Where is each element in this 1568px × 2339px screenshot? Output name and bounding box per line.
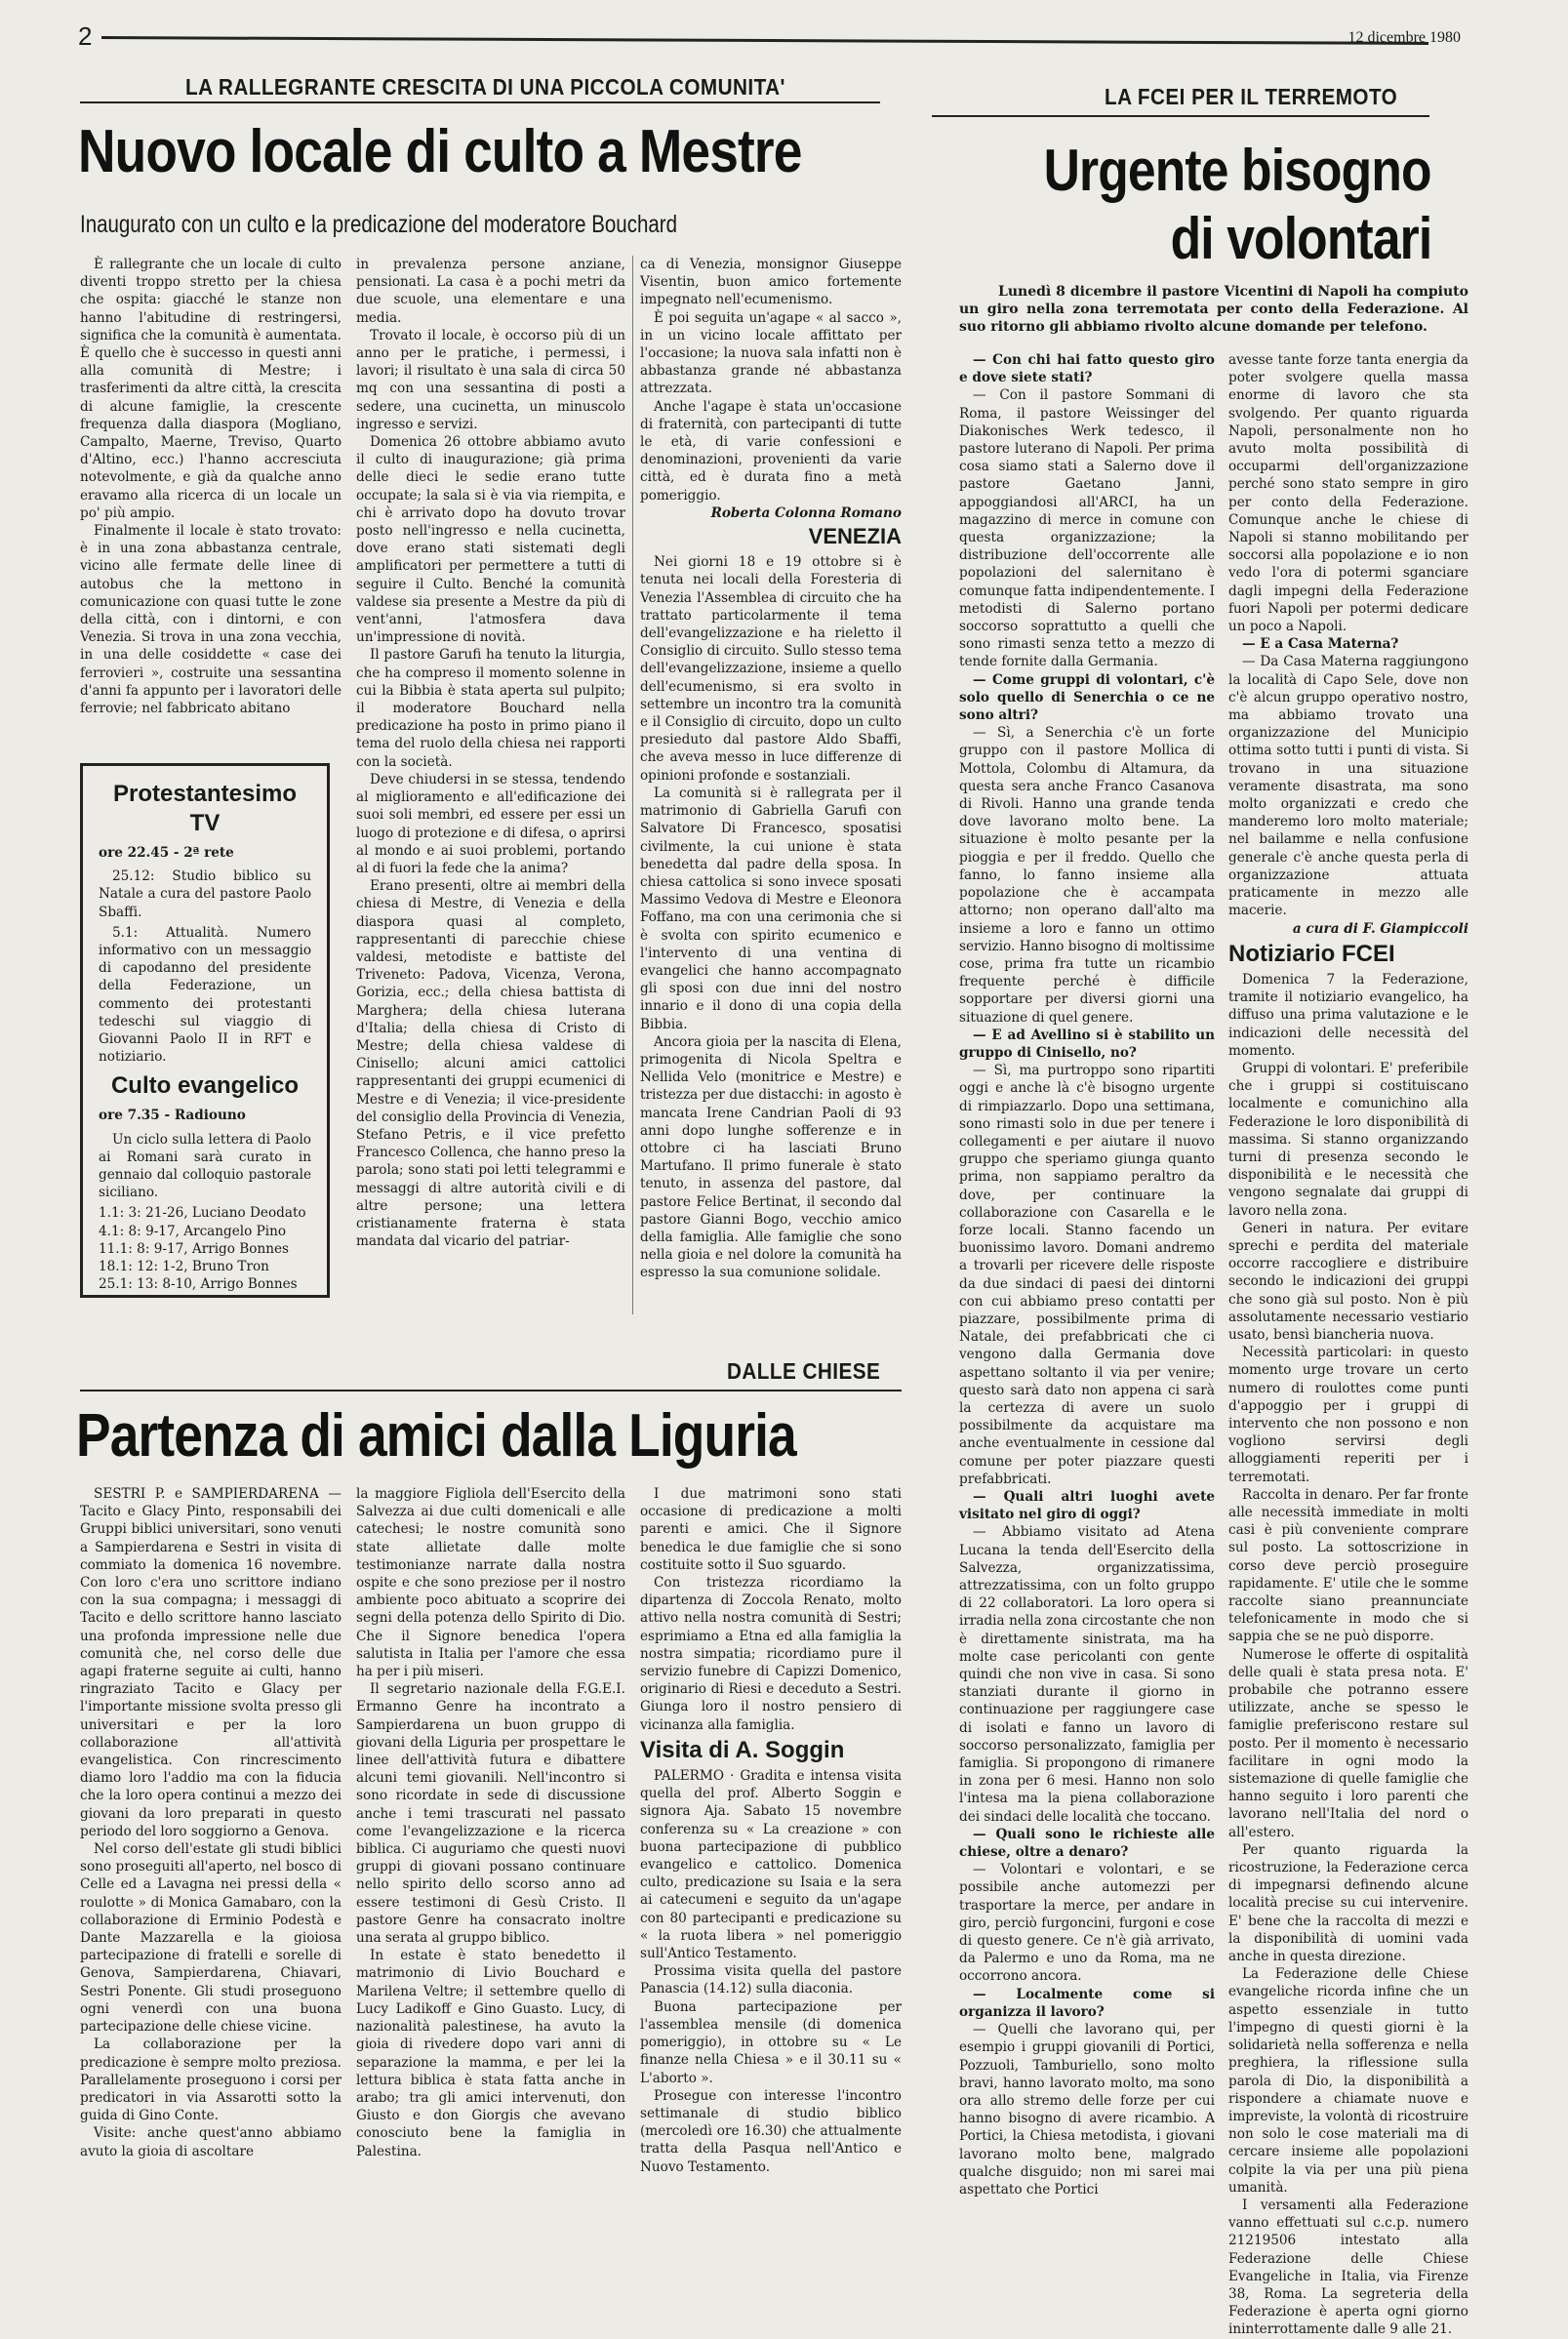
paragraph: Prosegue con interesse l'incontro settimanale di studio biblico (mercoledì ore 16.30) che attualmente tratta della Pasqua nell'Antico e Nuovo Testamento. — [640, 2087, 902, 2175]
header-rule — [101, 36, 1428, 45]
paragraph: È poi seguita un'agape « al sacco », in un vicino locale affittato per l'occasione; la nuova sala infatti non è abbastanza grande né abbastanza attrezzata. — [640, 309, 902, 397]
schedule-item: 1.1: 3: 21-26, Luciano Deodato — [99, 1205, 306, 1222]
left-subtitle: Inaugurato con un culto e la predicazione del moderatore Bouchard — [80, 211, 677, 238]
left-kicker-rule — [80, 101, 880, 103]
interview-question: — E ad Avellino si è stabilito un gruppo di Cinisello, no? — [959, 1027, 1215, 1061]
schedule-item: 25.1: 13: 8-10, Arrigo Bonnes — [99, 1276, 298, 1293]
radio-title: Culto evangelico — [110, 1072, 300, 1100]
paragraph: — Da Casa Materna raggiungono la località di Capo Sele, dove non c'è alcun gruppo operativo nostro, ma abbiamo trovato una organizzazione del Municipio ottima sotto tutti i punti di vista. Si trovano in una situazione veramente disastrata, ma sono molto organizzati e credo che manderemo loro molto materiale; nel bailamme e nella confusione generale c'è anche questa perla di organizzazione attuata praticamente in mezzo alle macerie. — [1228, 654, 1468, 919]
paragraph: — Con il pastore Sommani di Roma, il pastore Weissinger del Diakonisches Werk tedesco, il pastore luterano di Napoli. Per prima cosa siamo stati a Salerno dove il pastore Gaetano Janni, appoggiandosi all'ARCI, ha un magazzino di merce in comune con questa organizzazione; la distribuzione dell'occorrente alle popolazioni del salernitano è comunque fatta indipendentemente. I metodisti di Salerno portano soccorso soprattutto a quelli che sono rimasti senza tetto a mezzo di tende fornite dalla Germania. — [959, 387, 1215, 670]
paragraph: — Quelli che lavorano qui, per esempio i gruppi giovanili di Portici, Pozzuoli, Tamburiello, sono molto bravi, hanno lavorato molto, ma sono ora allo stremo delle forze per cui hanno bisogno di avere ricambio. A Portici, la Chiesa metodista, i giovani lavorano molto bene, malgrado qualche disguido; non mi sarei mai aspettato che Portici — [959, 2022, 1215, 2198]
paragraph: Generi in natura. Per evitare sprechi e perdita del materiale occorre raccogliere e distribuire secondo le indicazioni dei gruppi che sono già sul posto. Non è più assolutamente necessario vestiario usato, bensì biancheria nuova. — [1228, 1220, 1468, 1343]
radio-time: ore 7.35 - Radiouno — [99, 1108, 246, 1124]
paragraph: Finalmente il locale è stato trovato: è in una zona abbastanza centrale, vicino alle fermate delle linee di autobus che la mettono in comunicazione con quasi tutte le zone della città, con i dintorni, e con Venezia. Si trova in una zona vecchia, in una delle cosiddette « case dei ferrovieri », costruite una sessantina d'anni fa appunto per i lavoratori delle ferrovie; nel fabbricato abitano — [80, 523, 342, 717]
paragraph: PALERMO · Gradita e intensa visita quella del prof. Alberto Soggin e signora Aja. Sabato 15 novembre conferenza su « La creazione » con buona partecipazione di pubblico evangelico e cattolico. Domenica culto, predicazione su Isaia e la sera ai catecumeni e seguito da un'agape con 80 partecipanti e predicazione su « la ruota libera » nel pomeriggio sull'Antico Testamento. — [640, 1768, 902, 1962]
paragraph: avesse tante forze tanta energia da poter svolgere quella massa enorme di lavoro che sta svolgendo. Per quanto riguarda Napoli, personalmente non ho avuto molta possibilità di occuparmi dell'organizzazione perché sono stato sempre in giro per conto della Federazione. Comunque anche le chiese di Napoli si stanno mobilitando per soccorsi alla popolazione e io non vedo l'ora di potermi sganciare dagli impegni della Federazione fuori Napoli per potermi dedicare un poco a Napoli. — [1228, 352, 1468, 635]
paragraph: È rallegrante che un locale di culto diventi troppo stretto per la chiesa che ospita: giacché le stanze non hanno l'abitudine di restringersi, significa che la comunità è aumentata. È quello che è successo in questi anni alla comunità di Mestre; i trasferimenti da altre città, la crescita di alcune famiglie, la crescente frequenza dalla diaspora (Mogliano, Campalto, Maerne, Treviso, Quarto d'Altino, ecc.) l'hanno accresciuta notevolmente, e già da qualche anno eravamo alla ricerca di un locale un po' più ampio. — [80, 257, 342, 521]
paragraph: Deve chiudersi in se stessa, tendendo al miglioramento e all'edificazione dei suoi soli membri, ed essere per essi un luogo di protezione e di difesa, o aprirsi al mondo e ai suoi problemi, portando al di fuori la fede che la anima? — [356, 771, 625, 876]
right-kicker: LA FCEI PER IL TERREMOTO — [1105, 84, 1398, 109]
left-headline: Nuovo locale di culto a Mestre — [78, 118, 802, 185]
column-divider — [632, 256, 633, 1314]
bottom-article-column-1 — [80, 1485, 342, 2227]
schedule-item: 4.1: 8: 9-17, Arcangelo Pino — [99, 1223, 287, 1239]
paragraph: Raccolta in denaro. Per far fronte alle necessità immediate in molti casi è più conveniente comprare sul posto. La sottoscrizione in corso deve perciò proseguire rapidamente. E' utile che le somme raccolte siano preannunciate telefonicamente in modo che si sappia che se ne può disporre. — [1228, 1486, 1468, 1645]
paragraph: Domenica 7 la Federazione, tramite il notiziario evangelico, ha diffuso una prima valutazione e le indicazioni delle necessità del momento. — [1228, 971, 1468, 1059]
schedule-item: 18.1: 12: 1-2, Bruno Tron — [99, 1259, 269, 1275]
bottom-headline: Partenza di amici dalla Liguria — [76, 1402, 796, 1470]
paragraph: Ancora gioia per la nascita di Elena, primogenita di Nicola Speltra e Nellida Velo (monitrice e Mestre) e tristezza per due distacchi: in agosto è mancata Irene Candrian Paoli di 93 anni dopo lunghe sofferenze e in ottobre ci ha lasciati Bruno Martufano. Il primo funerale è stato tenuto, in assenza del pastore, dal pastore Felice Bertinat, il secondo dal pastore Gianni Bogo, vecchio amico della famiglia. Alle famiglie che sono nella gioia e nel dolore la comunità ha espresso la sua comunione solidale. — [640, 1033, 902, 1281]
paragraph: I due matrimoni sono stati occasione di predicazione a molti parenti e amici. Che il Signore benedica le due famiglie che si sono costituite sotto il Suo sguardo. — [640, 1486, 902, 1573]
paragraph: Per quanto riguarda la ricostruzione, la Federazione cerca di impegnarsi definendo alcune località precise su cui intervenire. E' bene che la raccolta di mezzi e la disponibilità di uomini vada anche in questa direzione. — [1228, 1841, 1468, 1965]
left-kicker: LA RALLEGRANTE CRESCITA DI UNA PICCOLA COMUNITA' — [185, 74, 785, 100]
paragraph: Il pastore Garufi ha tenuto la liturgia, che ha compreso il momento solenne in cui la Bibbia è stata aperta sul pulpito; il moderatore Bouchard nella predicazione ha posto in primo piano il tema del ruolo della chiesa nei rapporti con la società. — [356, 647, 625, 770]
paragraph: SESTRI P. e SAMPIERDARENA — Tacito e Glacy Pinto, responsabili dei Gruppi biblici universitari, sono venuti a Sampierdarena e Sestri in visita di commiato la domenica 16 novembre. Con loro c'era uno scrittore indiano con la sua compagna; i messaggi di Tacito e dello scrittore hanno lasciato una profonda impressione nelle due comunità che, nel corso delle due agapi fraterne seguite ai culti, hanno ringraziato Tacito e Glacy per l'importante missione svolta presso gli universitari e per la loro collaborazione all'attività evangelistica. Con rincrescimento diamo loro l'addio ma con la fiducia che la loro opera continui a mezzo dei giovani da loro preparati in questo periodo del loro soggiorno a Genova. — [80, 1486, 342, 1839]
page-date: 12 dicembre 1980 — [1347, 29, 1461, 46]
paragraph: Il segretario nazionale della F.G.E.I. Ermanno Genre ha incontrato a Sampierdarena un buon gruppo di giovani della Liguria per prospettare le linee dell'attività futura e dibattere alcuni temi giovanili. Nell'incontro si sono ricordate in sede di discussione anche i temi trascurati nel passato come l'evangelizzazione e la ricerca biblica. Ci auguriamo che questi nuovi gruppi di giovani possano continuare nello spirito dello scorso anno ad essere testimoni di Gesù Cristo. Il pastore Genre ha consacrato inoltre una serata al gruppo biblico. — [356, 1681, 625, 1947]
bottom-kicker: DALLE CHIESE — [727, 1358, 881, 1384]
interview-question: — E a Casa Materna? — [1242, 636, 1399, 653]
paragraph: Numerose le offerte di ospitalità delle quali è stata presa nota. E' probabile che potranno essere utilizzate, anche se spesso le famiglie preferiscono restare sul posto. Per il momento è necessario facilitare in ogni modo la sistemazione di quelle famiglie che hanno seguito i loro parenti che lavorano nell'Italia del nord o all'estero. — [1228, 1646, 1468, 1840]
section-heading: Visita di A. Soggin — [640, 1736, 845, 1763]
tv-time: ore 22.45 - 2ª rete — [99, 845, 234, 861]
interview-question: — Localmente come si organizza il lavoro? — [959, 1986, 1215, 2020]
interview-question: — Quali sono le richieste alle chiese, oltre a denaro? — [959, 1826, 1215, 1861]
byline: a cura di F. Giampiccoli — [1292, 920, 1468, 937]
paragraph: — Sì, ma purtroppo sono ripartiti oggi e anche là c'è bisogno urgente di rimpiazzarlo. Dopo una settimana, sono rimasti solo in due per tenere i collegamenti e per aiutare il nuovo gruppo che speriamo giunga quanto prima, non sappiamo peraltro da dove, per continuare la collaborazione con Casarella e le forze locali. Stanno facendo un buonissimo lavoro. Domani andremo a trovarli per ricevere delle risposte da due sindaci di paesi dei dintorni con cui abbiamo preso contatti per piazzare, possibilmente prima di Natale, dei prefabbricati che ci vengono dalla Germania dove aspettano soltanto il via per venire; questo sarà dato non appena ci sarà la certezza di avere un suolo possibilmente da acquistare ma anche eventualmente in cessione dal comune per poter piazzare questi prefabbricati. — [959, 1063, 1215, 1487]
paragraph: — Sì, a Senerchia c'è un forte gruppo con il pastore Mollica di Mottola, Colombu di Altamura, da questa sera anche Franco Casanova di Rivoli. Hanno una grande tenda dove lavorano molto bene. La situazione è molto pesante per la pioggia e per il freddo. Quello che fanno, lo fanno insieme alla popolazione che è accampata attorno; non operano dall'alto ma insieme a loro e fanno un ottimo servizio. Hanno bisogno di moltissime cose, prima fra tutte un ricambio frequente perché è difficile sopportare per diversi giorni una situazione di quel genere. — [959, 725, 1215, 1026]
section-heading: VENEZIA — [808, 524, 902, 549]
paragraph: — Abbiamo visitato ad Atena Lucana la tenda dell'Esercito della Salvezza, organizzatissima, attrezzatissima, con un folto gruppo di 22 collaboratori. La loro opera si irradia nella zona circostante che non è direttamente sinistrata, ma ha molte case pericolanti con gente quindi che non vive in casa. Si sono stanziati durante il giorno in continuazione per raggiungere case di isolati e fanno un lavoro di soccorso personalizzato, famiglia per famiglia. Si propongono di rimanere in zona per 6 mesi. Hanno non solo l'intesa ma la piena collaborazione dei sindaci delle località che toccano. — [959, 1524, 1215, 1825]
right-article-column-b — [1228, 351, 1468, 2338]
paragraph: Visite: anche quest'anno abbiamo avuto la gioia di ascoltare — [80, 2125, 342, 2159]
right-headline-line-1: Urgente bisogno — [1043, 138, 1431, 203]
section-heading: Notiziario FCEI — [1228, 940, 1395, 967]
paragraph: Buona partecipazione per l'assemblea mensile (di domenica pomeriggio), in ottobre su « Le finanze nella Chiesa » e il 30.11 su « L'aborto ». — [640, 1998, 902, 2086]
left-article-column-2 — [356, 256, 625, 1319]
paragraph: in prevalenza persone anziane, pensionati. La casa è a pochi metri da due scuole, una elementare e una media. — [356, 257, 625, 326]
page-number: 2 — [78, 21, 93, 51]
tv-item: 5.1: Attualità. Numero informativo con un messaggio di capodanno del presidente della Federazione, un commento dei protestanti tedeschi sul viaggio di Giovanni Paolo II in RFT e notiziario. — [99, 924, 311, 1066]
paragraph: I versamenti alla Federazione vanno effettuati sul c.c.p. numero 21219506 intestato alla Federazione delle Chiese Evangeliche in Italia, via Firenze 38, Roma. La segreteria della Federazione è aperta ogni giorno ininterrottamente dalle 9 alle 21. — [1228, 2197, 1468, 2338]
interview-question: — Come gruppi di volontari, c'è solo quello di Senerchia o ce ne sono altri? — [959, 671, 1215, 724]
paragraph: — Volontari e volontari, e se possibile anche automezzi per trasportare la merce, per andare in giro, perciò furgoncini, furgoni e cose di questo genere. Ce n'è già arrivato, da Palermo e uno da Roma, ma ne occorrono ancora. — [959, 1862, 1215, 1985]
paragraph: Necessità particolari: in questo momento urge trovare un certo numero di roulottes come punti d'appoggio per i gruppi di intervento che non possono e non vogliono servirsi degli alloggiamenti reperiti per i terremotati. — [1228, 1345, 1468, 1485]
bottom-article-column-2 — [356, 1485, 625, 2227]
paragraph: Trovato il locale, è occorso più di un anno per le pratiche, i permessi, i lavori; il risultato è una sala di circa 50 mq con una sessantina di posti a sedere, una cucinetta, un minuscolo ingresso e servizi. — [356, 327, 625, 432]
paragraph: Nei giorni 18 e 19 ottobre si è tenuta nei locali della Foresteria di Venezia l'Assemblea di circuito che ha trattato particolarmente il tema dell'evangelizzazione e ha rieletto il Consiglio di circuito. Sullo stesso tema dell'evangelizzazione, insieme a quello dell'ecumenismo, si era svolto in settembre un incontro tra la comunità e il Consiglio di circuito, dopo un culto presieduto dal pastore Aldo Sbaffi, che aveva messo in luce differenze di opinioni profonde e sostanziali. — [640, 554, 902, 784]
paragraph: La Federazione delle Chiese evangeliche ricorda infine che un aspetto essenziale in tutto l'impegno di questi giorni è la solidarietà nella sofferenza e nella preghiera, la riflessione sulla parola di Dio, la disponibilità a rispondere a chiamate nuove e impreviste, la volontà di ricostruire non solo le cose materiali ma di cercare insieme alle popolazioni colpite la via per una più piena umanità. — [1228, 1966, 1468, 2196]
paragraph: Nel corso dell'estate gli studi biblici sono proseguiti all'aperto, nel bosco di Celle ed a Lavagna nei pressi della « roulotte » di Monica Gamabaro, con la collaborazione di Erminio Podestà e Dante Mazzarella e la gioiosa partecipazione di fratelli e sorelle di Genova, Sampierdarena, Chiavari, Sestri Ponente. Gli studi proseguono ogni venerdì con una buona partecipazione delle chiese vicine. — [80, 1841, 342, 2036]
paragraph: Domenica 26 ottobre abbiamo avuto il culto di inaugurazione; già prima delle dieci le sedie erano tutte occupate; la sala si è via via riempita, e chi è arrivato dopo ha dovuto trovar posto nell'ingresso e nella cucinetta, dove erano stati sistemati degli amplificatori per permettere a tutti di seguire il Culto. Benché la comunità valdese sia presente a Mestre da più di vent'anni, l'atmosfera dava un'impressione di novità. — [356, 434, 625, 646]
right-article-column-a — [959, 351, 1215, 2220]
paragraph: In estate è stato benedetto il matrimonio di Livio Bouchard e Marilena Veltre; il settembre quello di Lucy Ladikoff e Gino Guasto. Lucy, di nazionalità palestinese, ha avuto la gioia di rivedere dopo vari anni di separazione la mamma, e per lei la lettura biblica è stata fatta anche in arabo; tra gli amici intervenuti, don Giusto e don Giorgis che avevano conosciuto bene la famiglia in Palestina. — [356, 1948, 625, 2159]
paragraph: La collaborazione per la predicazione è sempre molto preziosa. Parallelamente proseguono i corsi per predicatori in via Assarotti sotto la guida di Gino Conte. — [80, 2037, 342, 2124]
right-kicker-rule — [932, 115, 1429, 117]
paragraph: Anche l'agape è stata un'occasione di fraternità, con partecipanti di tutte le età, di varie confessioni e denominazioni, provenienti da varie città, ed è durata fino a metà pomeriggio. — [640, 398, 902, 504]
tv-box-title: Protestantesimo TV — [112, 781, 298, 836]
right-headline-line-2: di volontari — [1170, 206, 1431, 271]
bottom-article-column-3 — [640, 1485, 902, 2227]
paragraph: La comunità si è rallegrata per il matrimonio di Gabriella Garufi con Salvatore Di Francesco, sposatisi civilmente, la cui unione è stata benedetta dal padre della sposa. In chiesa cattolica si sono invece sposati Massimo Vedova di Mestre e Eleonora Foffano, ma con una cerimonia che si è svolta con spirito ecumenico e l'intervento di una ventina di evangelici che hanno accompagnato gli sposi con due inni del nostro innario e il dono di una copia della Bibbia. — [640, 785, 902, 1032]
left-article-column-3 — [640, 256, 902, 1319]
bottom-kicker-rule — [80, 1390, 902, 1391]
paragraph: ca di Venezia, monsignor Giuseppe Visentin, buon amico fortemente impegnato nell'ecumenismo. — [640, 257, 902, 308]
radio-intro: Un ciclo sulla lettera di Paolo ai Romani sarà curato in gennaio dal colloquio pastorale siciliano. — [99, 1131, 311, 1201]
right-intro: Lunedì 8 dicembre il pastore Vicentini di Napoli ha compiuto un giro nella zona terremotata per conto della Federazione. Al suo ritorno gli abbiamo rivolto alcune domande per telefono. — [959, 284, 1468, 335]
tv-radio-box — [80, 763, 330, 1298]
paragraph: Erano presenti, oltre ai membri della chiesa di Mestre, di Venezia e della diaspora quasi al completo, rappresentanti di parecchie chiese valdesi, metodiste e battiste del Triveneto: Padova, Vicenza, Verona, Gorizia, ecc.; della chiesa battista di Marghera; della chiesa luterana d'Italia; della chiesa di Cristo di Mestre; della chiesa valdese di Cinisello; alcuni amici cattolici rappresentanti dei gruppi ecumenici di Mestre e di Venezia; il vice-presidente del consiglio della Provincia di Venezia, Stefano Petris, e il vice prefetto Francesco Collenca, che hanno preso la parola; sono stati poi letti telegrammi e messaggi di altre autorità civili e di altre persone; una lettera cristianamente fraterna è stata mandata dal vicario del patriar- — [356, 878, 625, 1250]
paragraph: Gruppi di volontari. E' preferibile che i gruppi si costituiscano localmente e comunichino alla Federazione le loro disponibilità di massima. Si stanno organizzando turni di presenza secondo le disponibilità e le necessità che vengono segnalate dai gruppi di lavoro nella zona. — [1228, 1060, 1468, 1219]
schedule-item: 11.1: 8: 9-17, Arrigo Bonnes — [99, 1240, 289, 1257]
interview-question: — Con chi hai fatto questo giro e dove siete stati? — [959, 352, 1215, 386]
interview-question: — Quali altri luoghi avete visitato nel giro di oggi? — [959, 1489, 1215, 1523]
paragraph: Con tristezza ricordiamo la dipartenza di Zoccola Renato, molto attivo nella nostra comunità di Sestri; esprimiamo a Etna ed alla famiglia la nostra simpatia; ricordiamo pure il servizio funebre di Capizzi Domenico, originario di Riesi e deceduto a Sestri. Giunga loro il nostro pensiero di vicinanza alla famiglia. — [640, 1575, 902, 1733]
paragraph: la maggiore Figliola dell'Esercito della Salvezza ai due culti domenicali e alle catechesi; le nostre comunità sono state allietate dalle molte testimonianze narrate dalla nostra ospite e che sono preziose per il nostro ambiente poco abituato a scoprire dei segni della potenza dello Spirito di Dio. Che il Signore benedica l'opera salutista in Italia per l'amore che essa ha per i più miseri. — [356, 1486, 625, 1680]
byline: Roberta Colonna Romano — [710, 504, 902, 521]
left-article-column-1 — [80, 256, 342, 763]
paragraph: Prossima visita quella del pastore Panascia (14.12) sulla diaconia. — [640, 1963, 902, 1997]
tv-item: 25.12: Studio biblico su Natale a cura del pastore Paolo Sbaffi. — [99, 868, 311, 920]
